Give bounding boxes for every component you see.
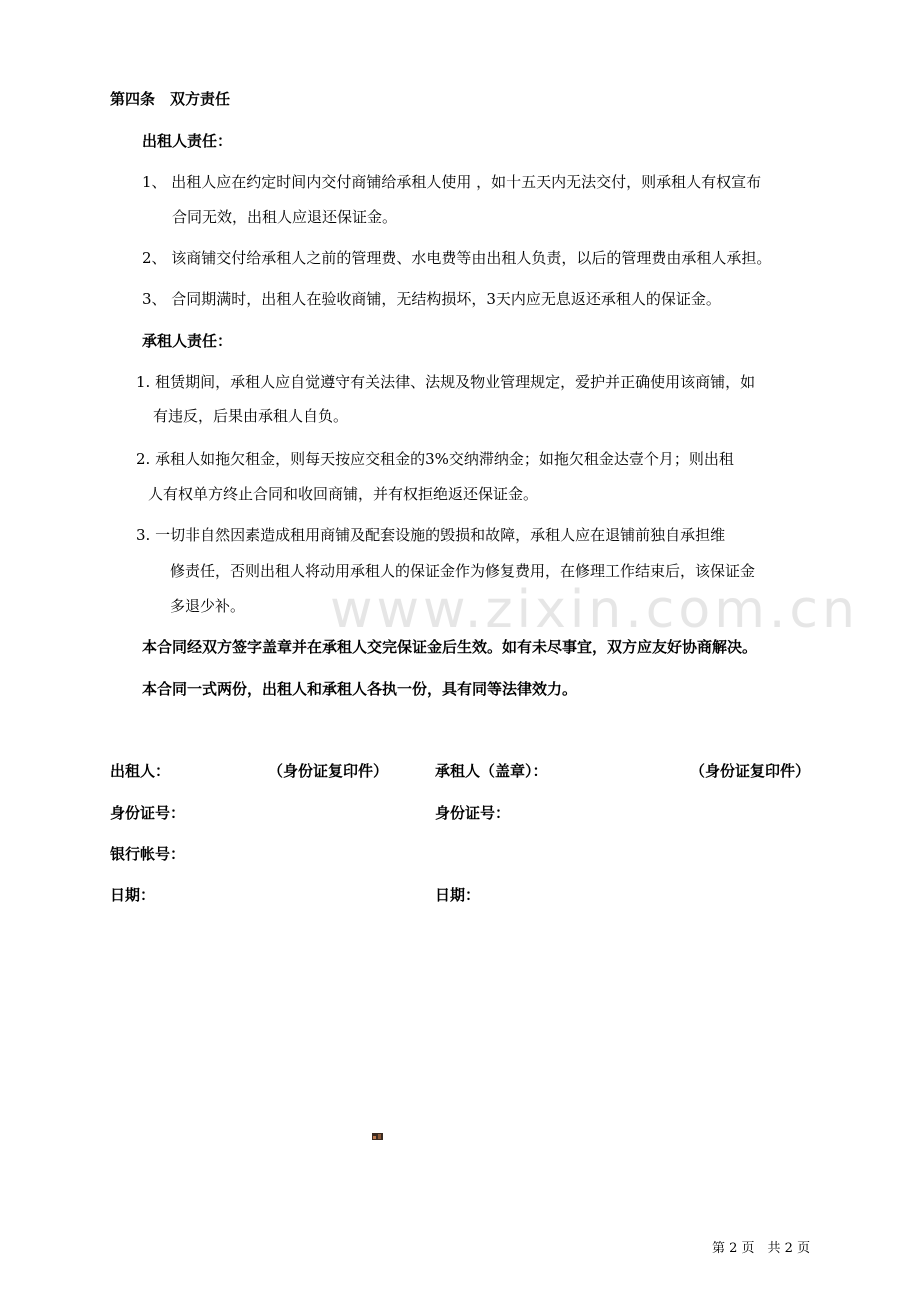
landlord-date-label: 日期： — [110, 886, 156, 904]
tenant-item-1-line-1: 1. 租赁期间，承租人应自觉遵守有关法律、法规及物业管理规定，爱护并正确使用该商铺，如 — [136, 373, 756, 391]
landlord-duties-heading: 出租人责任： — [142, 132, 233, 150]
tenant-id-number-label: 身份证号： — [435, 804, 511, 822]
effect-clause: 本合同经双方签字盖章并在承租人交完保证金后生效。如有未尽事宜，双方应友好协商解决。 — [142, 638, 758, 656]
landlord-item-3: 3、 合同期满时，出租人在验收商铺，无结构损坏，3天内应无息返还承租人的保证金。 — [142, 290, 721, 308]
tenant-item-3-line-2: 修责任，否则出租人将动用承租人的保证金作为修复费用，在修理工作结束后，该保证金 — [170, 562, 756, 580]
tenant-seal-label: 承租人（盖章）： — [435, 762, 548, 780]
landlord-signature-label: 出租人： — [110, 762, 171, 780]
landlord-item-2: 2、 该商铺交付给承租人之前的管理费、水电费等由出租人负责，以后的管理费由承租人承担。 — [142, 249, 772, 267]
copies-clause: 本合同一式两份，出租人和承租人各执一份，具有同等法律效力。 — [142, 680, 578, 698]
landlord-item-1-line-1: 1、 出租人应在约定时间内交付商铺给承租人使用 ，如十五天内无法交付，则承租人有权宣布 — [142, 173, 762, 191]
landlord-id-number-label: 身份证号： — [110, 804, 186, 822]
watermark: www.zixin.com.cn — [330, 580, 859, 640]
bank-account-label: 银行帐号： — [110, 845, 186, 863]
small-image-icon — [372, 1133, 383, 1140]
tenant-item-1-line-2: 有违反，后果由承租人自负。 — [153, 407, 349, 425]
tenant-id-copy-label: （身份证复印件） — [690, 762, 811, 780]
tenant-date-label: 日期： — [435, 886, 481, 904]
landlord-id-copy-label: （身份证复印件） — [268, 762, 389, 780]
tenant-duties-heading: 承租人责任： — [142, 332, 233, 350]
page-number: 第 2 页 共 2 页 — [712, 1241, 811, 1256]
tenant-item-2-line-2: 人有权单方终止合同和收回商铺，并有权拒绝返还保证金。 — [148, 485, 539, 503]
landlord-item-1-line-2: 合同无效，出租人应退还保证金。 — [172, 208, 398, 226]
tenant-item-3-line-3: 多退少补。 — [170, 597, 246, 615]
tenant-item-2-line-1: 2. 承租人如拖欠租金，则每天按应交租金的3%交纳滞纳金；如拖欠租金达壹个月；则出租 — [136, 450, 734, 468]
article-title: 第四条 双方责任 — [110, 90, 231, 108]
tenant-item-3-line-1: 3. 一切非自然因素造成租用商铺及配套设施的毁损和故障，承租人应在退铺前独自承担维 — [136, 526, 726, 544]
